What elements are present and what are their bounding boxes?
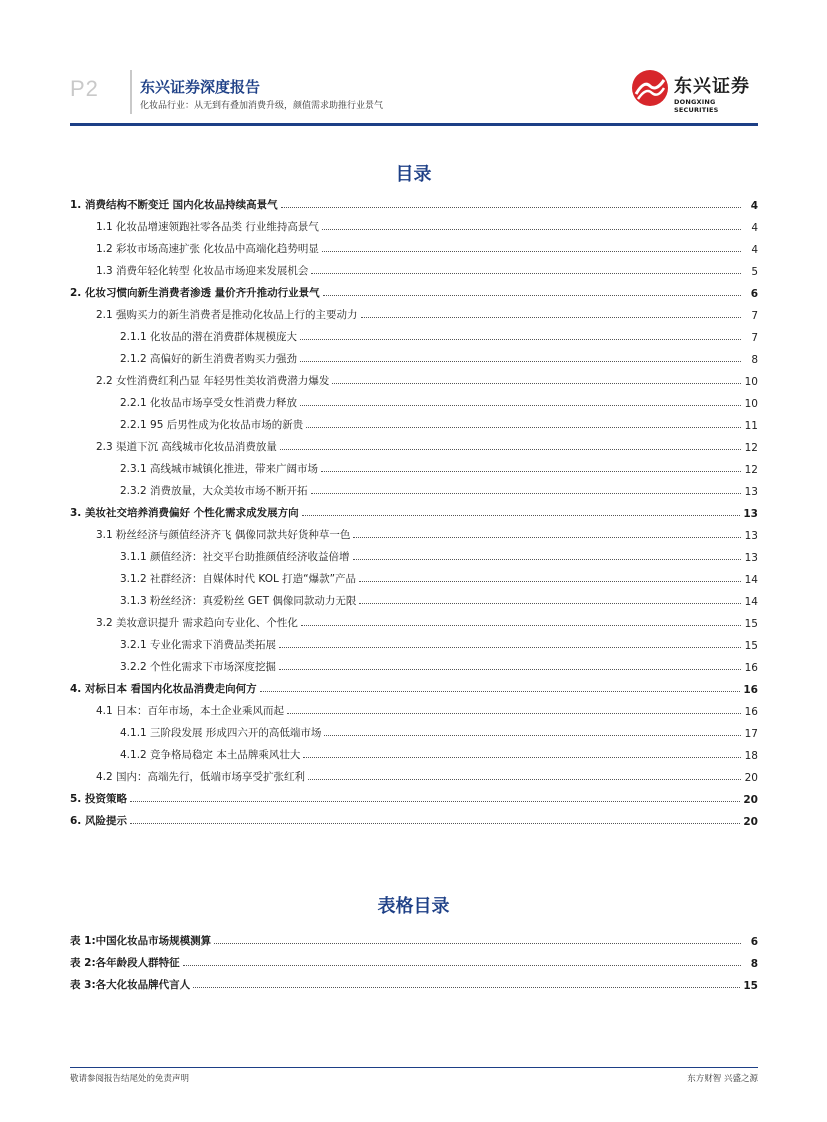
table-toc-entry[interactable]: 表 1:中国化妆品市场规模测算 6 — [70, 935, 758, 948]
toc-entry[interactable]: 3.1.1 颜值经济：社交平台助推颜值经济收益倍增 13 — [120, 551, 758, 564]
toc-entry[interactable]: 2.2 女性消费红利凸显 年轻男性美妆消费潜力爆发 10 — [96, 375, 758, 388]
toc-entry[interactable]: 2.1 强购买力的新生消费者是推动化妆品上行的主要动力 7 — [96, 309, 758, 322]
footer-rule — [70, 1067, 758, 1068]
logo-chinese-name: 东兴证券 — [674, 76, 750, 97]
toc-entry[interactable]: 4. 对标日本 看国内化妆品消费走向何方 16 — [70, 683, 758, 696]
toc-entry[interactable]: 2.2.1 95 后男性成为化妆品市场的新贵 11 — [120, 419, 758, 432]
toc-entry[interactable]: 4.1 日本：百年市场，本土企业乘风而起 16 — [96, 705, 758, 718]
toc-entry[interactable]: 5. 投资策略 20 — [70, 793, 758, 806]
toc-entry[interactable]: 2.3.1 高线城市城镇化推进，带来广阔市场 12 — [120, 463, 758, 476]
toc-entry[interactable]: 1.2 彩妆市场高速扩张 化妆品中高端化趋势明显 4 — [96, 243, 758, 256]
toc-entry[interactable]: 2.3.2 消费放量，大众美妆市场不断开拓 13 — [120, 485, 758, 498]
toc-entry[interactable]: 4.1.1 三阶段发展 形成四六开的高低端市场 17 — [120, 727, 758, 740]
report-subtitle: 化妆品行业：从无到有叠加消费升级，颜值需求助推行业景气 — [140, 101, 384, 111]
disclaimer-note: 敬请参阅报告结尾处的免责声明 — [70, 1074, 190, 1084]
toc-entry[interactable]: 3.2.2 个性化需求下市场深度挖掘 16 — [120, 661, 758, 674]
toc-entry[interactable]: 3.1 粉丝经济与颜值经济齐飞 偶像同款共好货种草一色 13 — [96, 529, 758, 542]
toc-entry[interactable]: 3. 美妆社交培养消费偏好 个性化需求成发展方向 13 — [70, 507, 758, 520]
table-toc-entry[interactable]: 表 2:各年龄段人群特征 8 — [70, 957, 758, 970]
toc-entry[interactable]: 2.3 渠道下沉 高线城市化妆品消费放量 12 — [96, 441, 758, 454]
toc-entry[interactable]: 2.1.1 化妆品的潜在消费群体规模庞大 7 — [120, 331, 758, 344]
header-rule — [70, 123, 758, 126]
dongxing-logo-icon — [630, 68, 670, 108]
toc-entry[interactable]: 3.1.3 粉丝经济：真爱粉丝 GET 偶像同款动力无限 14 — [120, 595, 758, 608]
toc-entry[interactable]: 1.1 化妆品增速领跑社零各品类 行业维持高景气 4 — [96, 221, 758, 234]
logo-english-name: DONGXING SECURITIES — [674, 98, 719, 114]
page-number: P2 — [70, 76, 99, 101]
report-brand-title: 东兴证券深度报告 — [140, 78, 261, 96]
report-header — [70, 66, 760, 124]
toc-entry[interactable]: 6. 风险提示 20 — [70, 815, 758, 828]
toc-entry[interactable]: 3.1.2 社群经济：自媒体时代 KOL 打造“爆款”产品 14 — [120, 573, 758, 586]
header-divider — [130, 70, 132, 114]
toc-entry[interactable]: 3.2.1 专业化需求下消费品类拓展 15 — [120, 639, 758, 652]
toc-entry[interactable]: 2.1.2 高偏好的新生消费者购买力强劲 8 — [120, 353, 758, 366]
toc-title: 目录 — [395, 164, 432, 185]
toc-entry[interactable]: 2. 化妆习惯向新生消费者渗透 量价齐升推动行业景气 6 — [70, 287, 758, 300]
toc-entry[interactable]: 2.2.1 化妆品市场享受女性消费力释放 10 — [120, 397, 758, 410]
toc-entry[interactable]: 4.1.2 竞争格局稳定 本土品牌乘风壮大 18 — [120, 749, 758, 762]
table-toc-entry[interactable]: 表 3:各大化妆品牌代言人 15 — [70, 979, 758, 992]
toc-entry[interactable]: 1.3 消费年轻化转型 化妆品市场迎来发展机会 5 — [96, 265, 758, 278]
table-toc-title: 表格目录 — [377, 896, 450, 917]
company-logo — [630, 66, 760, 114]
toc-entry[interactable]: 4.2 国内：高端先行，低端市场享受扩张红利 20 — [96, 771, 758, 784]
toc-entry[interactable]: 3.2 美妆意识提升 需求趋向专业化、个性化 15 — [96, 617, 758, 630]
company-slogan: 东方财智 兴盛之源 — [687, 1074, 758, 1084]
toc-entry[interactable]: 1. 消费结构不断变迁 国内化妆品持续高景气 4 — [70, 199, 758, 212]
